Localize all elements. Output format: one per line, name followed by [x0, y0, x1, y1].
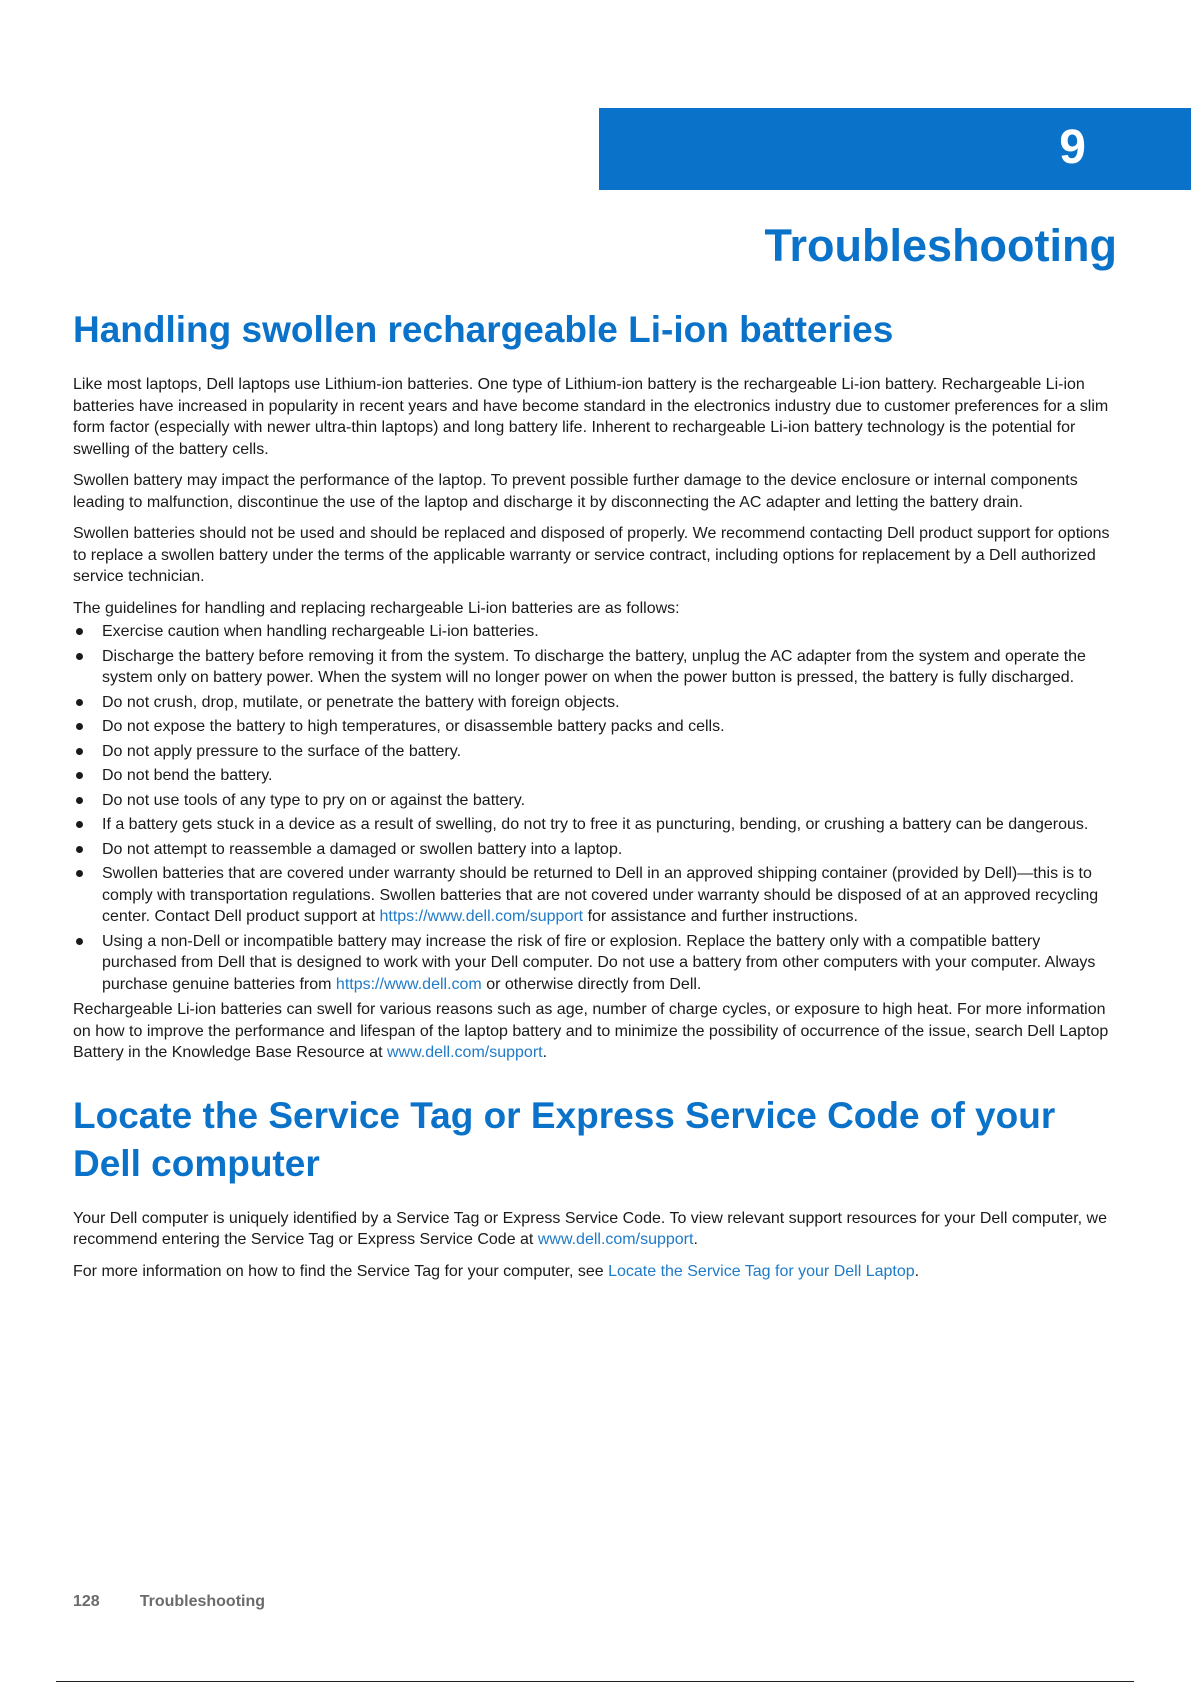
list-item: Do not bend the battery. [73, 765, 1119, 787]
section-heading-service-tag: Locate the Service Tag or Express Service Code of your Dell computer [73, 1094, 1056, 1184]
footer-divider [56, 1681, 1134, 1682]
section-heading-batteries: Handling swollen rechargeable Li-ion batteries [73, 309, 894, 350]
footer-section-title: Troubleshooting [139, 1593, 266, 1610]
bullet-icon [76, 748, 83, 755]
bullet-icon [76, 938, 83, 945]
list-item: Do not attempt to reassemble a damaged or swollen battery into a laptop. [73, 839, 1119, 861]
paragraph: Swollen battery may impact the performance of the laptop. To prevent possible further damage to the device enclosure or internal components leading to malfunction, discontinue the use of the laptop and discharge it by disconnecting the AC adapter and letting the battery drain. [73, 472, 1078, 511]
chapter-title: Troubleshooting [764, 220, 1117, 271]
page-number: 128 [73, 1593, 100, 1610]
bullet-icon [76, 628, 83, 635]
paragraph: Like most laptops, Dell laptops use Lithium-ion batteries. One type of Lithium-ion battery is the rechargeable Li-ion battery. Rechargeable Li-ion batteries have increased in popularity in recent years and have become standard in the electronics industry due to customer preferences for a slim form factor (especially with newer ultra-thin laptops) and long battery life. Inherent to rechargeable Li-ion battery technology is the potential for swelling of the battery cells. [73, 376, 1109, 458]
bullet-icon [76, 846, 83, 853]
dell-support-link[interactable]: https://www.dell.com/support [379, 908, 584, 925]
paragraph: Rechargeable Li-ion batteries can swell for various reasons such as age, number of charge cycles, or exposure to high heat. For more information on how to improve the performance and lifespan of the laptop battery and to minimize the possibility of occurrence of the issue, search Dell Laptop Battery in the Knowledge Base Resource at www.dell.com/support. [73, 1001, 1109, 1061]
bullet-icon [76, 723, 83, 730]
guidelines-list [73, 621, 1119, 995]
bullet-icon [76, 797, 83, 804]
list-item: Do not use tools of any type to pry on or against the battery. [73, 790, 1119, 812]
paragraph: For more information on how to find the Service Tag for your computer, see Locate the Service Tag for your Dell Laptop. [73, 1262, 920, 1280]
list-item: Do not apply pressure to the surface of the battery. [73, 741, 1119, 763]
list-item: Discharge the battery before removing it from the system. To discharge the battery, unplug the AC adapter from the system and operate the system only on battery power. When the system will no longer power on when the power button is pressed, the battery is fully discharged. [73, 646, 1119, 689]
chapter-number: 9 [1059, 121, 1086, 174]
list-item: Do not crush, drop, mutilate, or penetrate the battery with foreign objects. [73, 692, 1119, 714]
dell-home-link[interactable]: https://www.dell.com [335, 975, 482, 993]
bullet-icon [76, 772, 83, 779]
paragraph: The guidelines for handling and replacing rechargeable Li-ion batteries are as follows: [73, 599, 680, 617]
paragraph: Swollen batteries should not be used and should be replaced and disposed of properly. We recommend contacting Dell product support for options to replace a swollen battery under the terms of the applicable warranty or service contract, including options for replacement by a Dell authorized service technician. [73, 525, 1110, 585]
list-item: Do not expose the battery to high temperatures, or disassemble battery packs and cells. [73, 716, 1119, 738]
page-content [73, 306, 1119, 1292]
list-item: Using a non-Dell or incompatible battery may increase the risk of fire or explosion. Replace the battery only with a compatible battery purchased from Dell that is designed to work with your Dell computer. Do not use a battery from other computers with your computer. Always purchase genuine batteries from https://www.dell.com or otherwise directly from Dell. [73, 931, 1119, 996]
page-footer [73, 1591, 265, 1613]
list-item: Exercise caution when handling rechargeable Li-ion batteries. [73, 621, 1119, 643]
list-item: If a battery gets stuck in a device as a result of swelling, do not try to free it as puncturing, bending, or crushing a battery can be dangerous. [73, 814, 1119, 836]
bullet-icon [76, 870, 83, 877]
chapter-band [599, 108, 1191, 190]
bullet-icon [76, 699, 83, 706]
paragraph: Your Dell computer is uniquely identified by a Service Tag or Express Service Code. To view relevant support resources for your Dell computer, we recommend entering the Service Tag or Express Service Code at www.dell.com/support. [73, 1209, 1107, 1248]
bullet-icon [76, 653, 83, 660]
dell-support-link[interactable]: www.dell.com/support [537, 1231, 694, 1248]
locate-service-tag-link[interactable]: Locate the Service Tag for your Dell Laptop [608, 1262, 915, 1280]
list-item: Swollen batteries that are covered under warranty should be returned to Dell in an approved shipping container (provided by Dell)—this is to comply with transportation regulations. Swollen batteries that are not covered under warranty should be disposed of at an approved recycling center. Contact Dell product support at https://www.dell.com/support for assistance and further instructions. [73, 863, 1119, 928]
dell-support-link[interactable]: www.dell.com/support [386, 1044, 543, 1061]
bullet-icon [76, 821, 83, 828]
